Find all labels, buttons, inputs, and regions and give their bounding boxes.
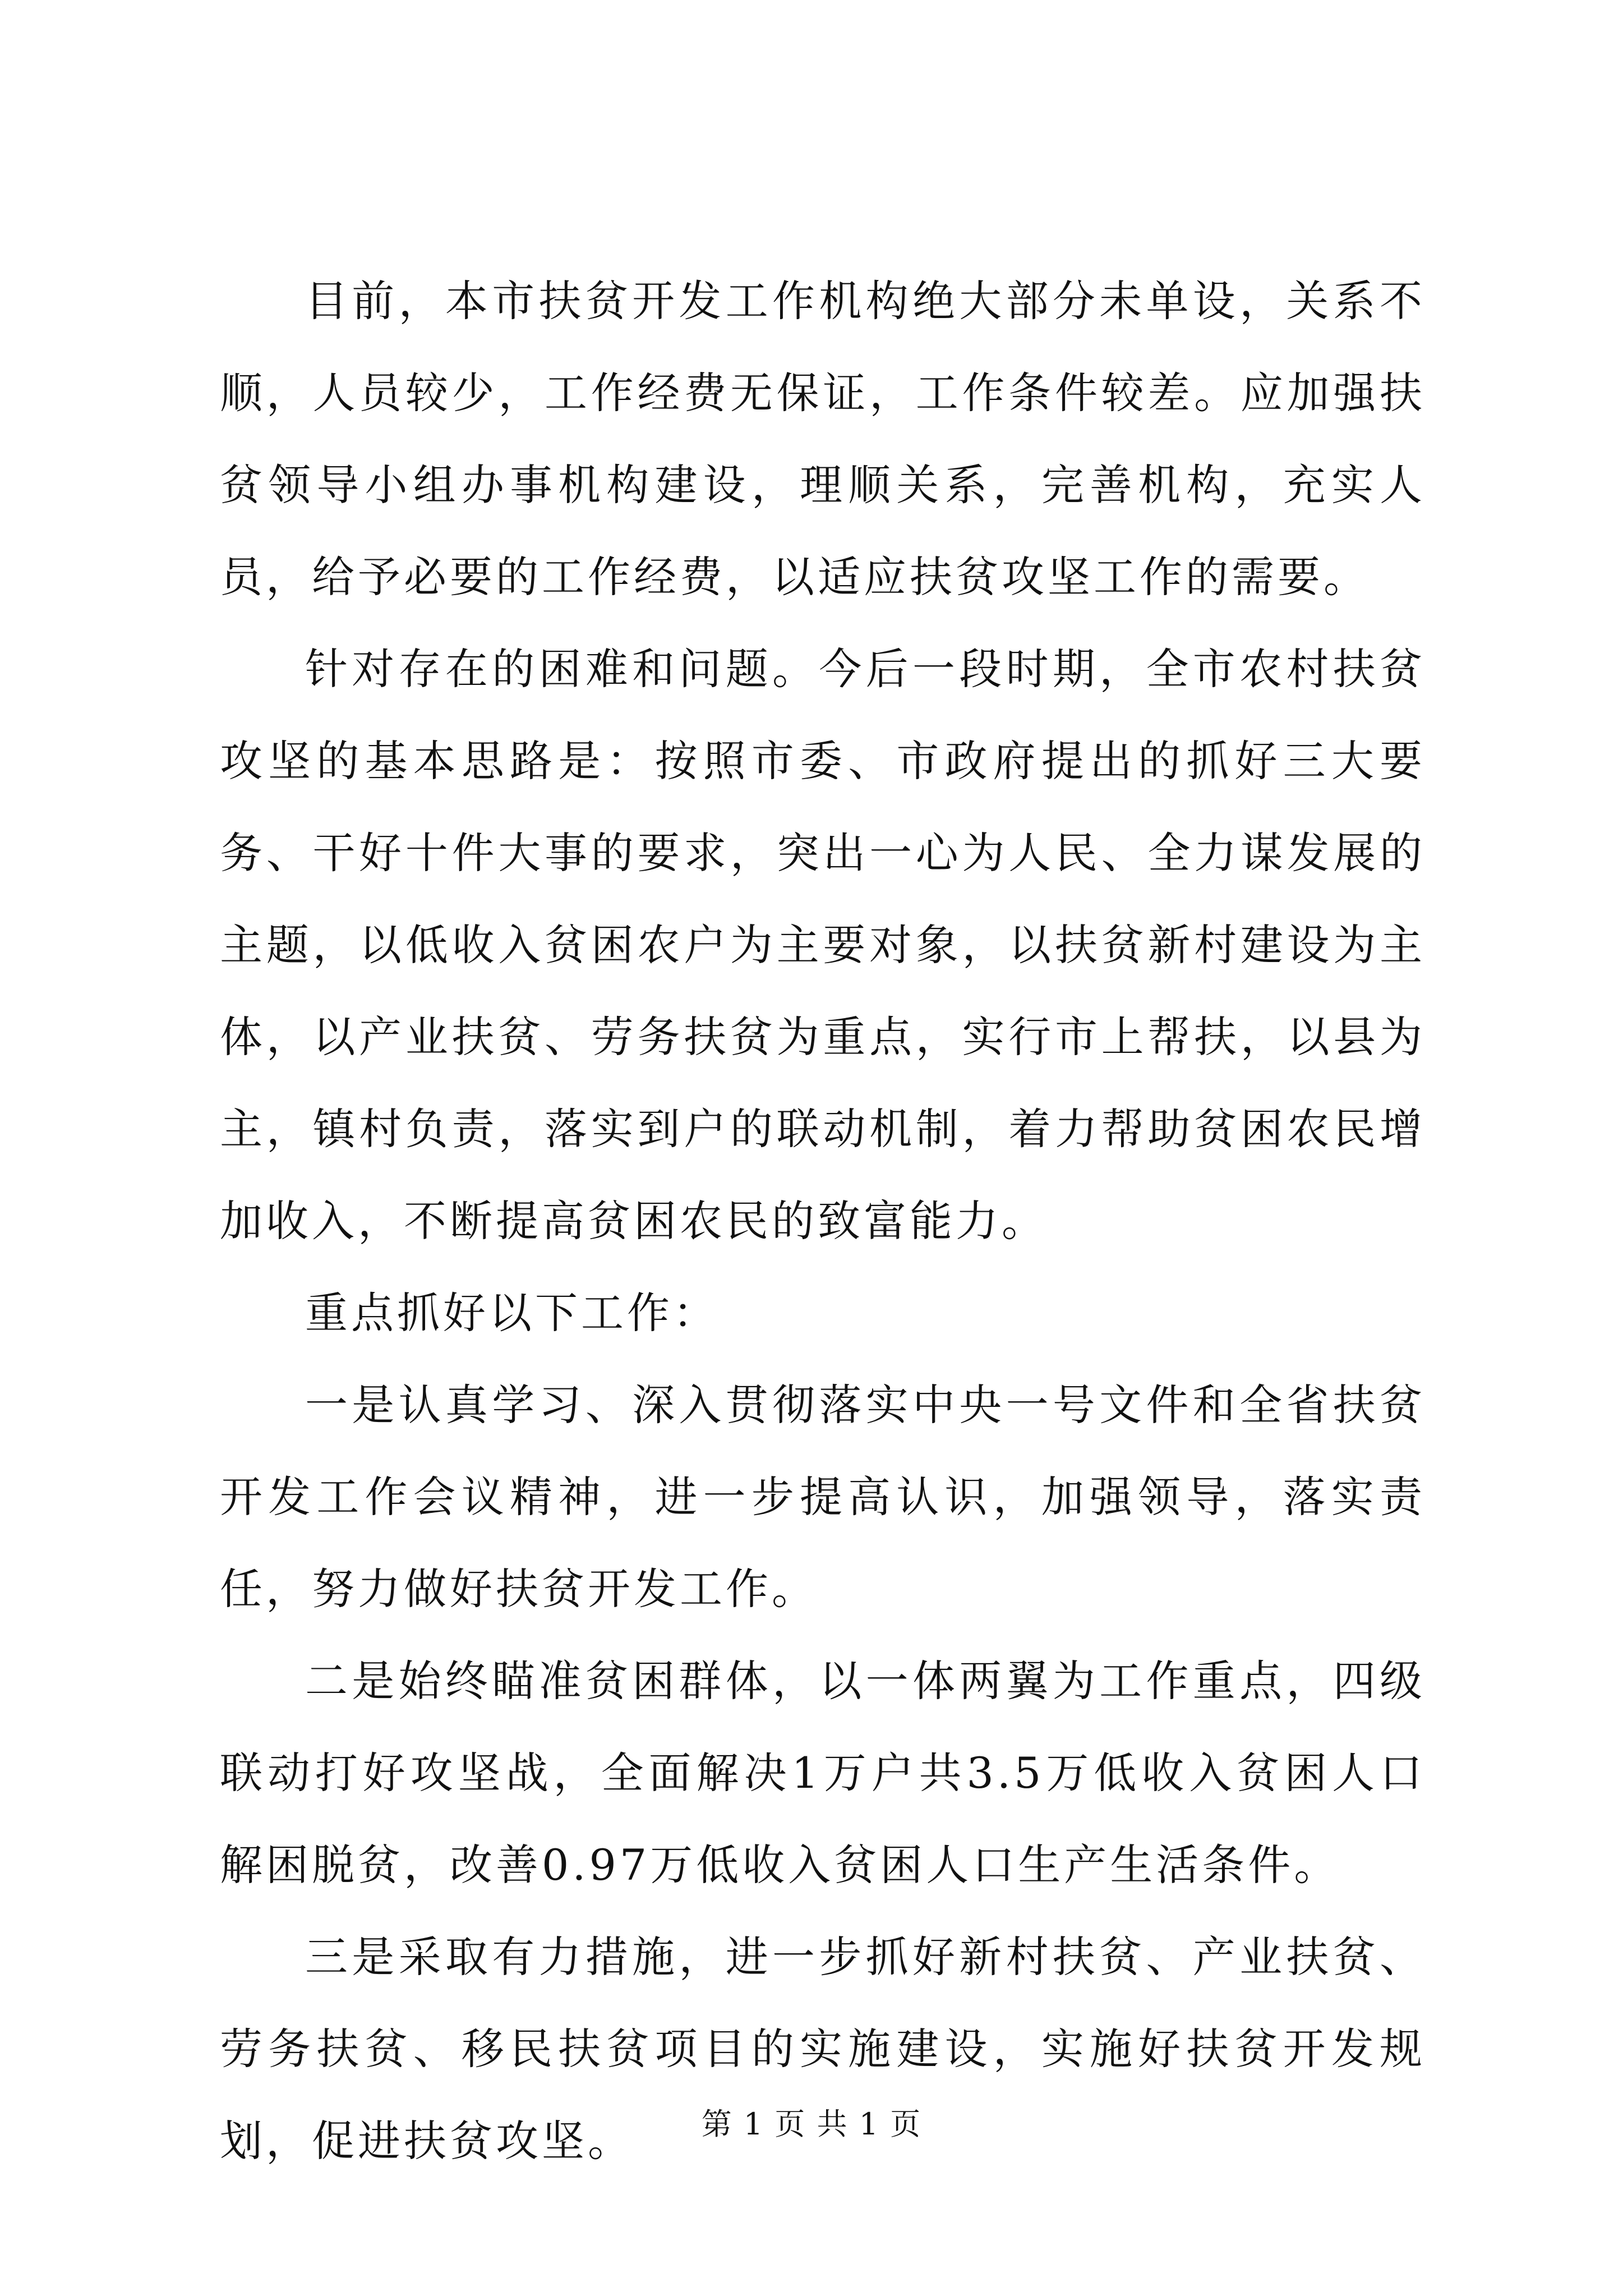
paragraph-3: 重点抓好以下工作： bbox=[305, 1288, 719, 1338]
paragraph-4: 一是认真学习、深入贯彻落实中央一号文件和全省扶贫开发工作会议精神，进一步提高认识，加强领导，落实责任，努力做好扶贫开发工作。 bbox=[220, 1380, 1426, 1614]
page-number-footer: 第 1 页 共 1 页 bbox=[701, 2106, 922, 2142]
paragraph-2: 针对存在的困难和问题。今后一段时期，全市农村扶贫攻坚的基本思路是：按照市委、市政府提出的抓好三大要务、干好十件大事的要求，突出一心为人民、全力谋发展的主题，以低收入贫困农户为主要对象，以扶贫新村建设为主体，以产业扶贫、劳务扶贫为重点，实行市上帮扶，以县为主，镇村负责，落实到户的联动机制，着力帮助贫困农民增加收入，不断提高贫困农民的致富能力。 bbox=[220, 644, 1426, 1246]
document-body bbox=[220, 255, 1426, 2187]
paragraph-6: 三是采取有力措施，进一步抓好新村扶贫、产业扶贫、劳务扶贫、移民扶贫项目的实施建设，实施好扶贫开发规划，促进扶贫攻坚。 bbox=[220, 1932, 1426, 2166]
paragraph-5: 二是始终瞄准贫困群体，以一体两翼为工作重点，四级联动打好攻坚战，全面解决1万户共3.5万低收入贫困人口解困脱贫，改善0.97万低收入贫困人口生产生活条件。 bbox=[220, 1656, 1426, 1890]
paragraph-1: 目前，本市扶贫开发工作机构绝大部分未单设，关系不顺，人员较少，工作经费无保证，工作条件较差。应加强扶贫领导小组办事机构建设，理顺关系，完善机构，充实人员，给予必要的工作经费，以适应扶贫攻坚工作的需要。 bbox=[220, 276, 1426, 602]
